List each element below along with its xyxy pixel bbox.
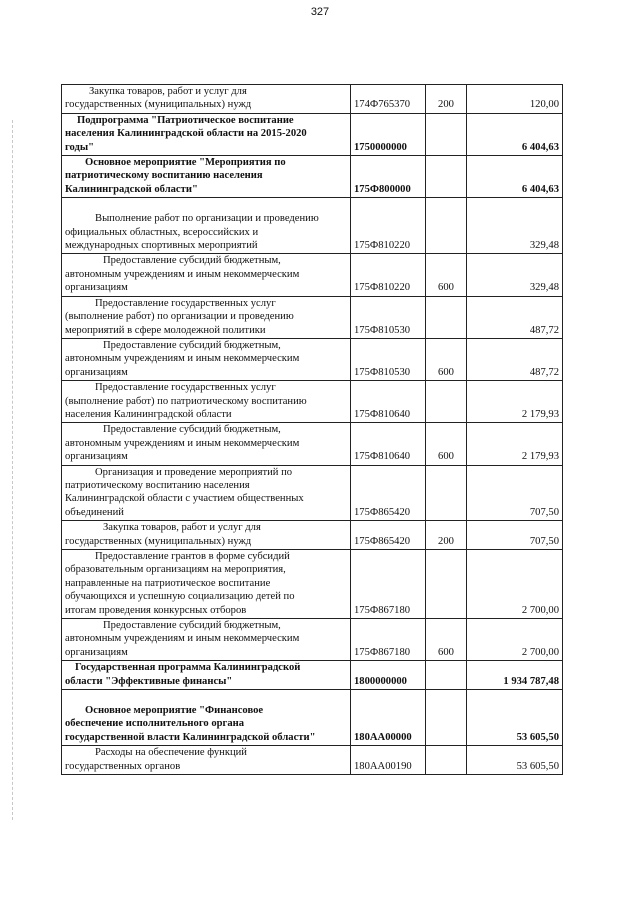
row-name: Предоставление государственных услуг (выполнение работ) по организации и проведению мероприятий в сфере молодежной политики xyxy=(65,297,294,336)
row-expense-type: 600 xyxy=(426,254,467,296)
row-name-cell xyxy=(62,198,351,254)
row-expense-type: 600 xyxy=(426,423,467,465)
scan-edge-mark xyxy=(12,120,14,820)
row-code: 175Ф865420 xyxy=(351,521,426,550)
row-code: 1800000000 xyxy=(351,661,426,690)
row-name-cell xyxy=(62,113,351,155)
row-code: 174Ф765370 xyxy=(351,85,426,114)
row-name: Основное мероприятие "Финансовое обеспечение исполнительного органа государственной власти Калининградской области" xyxy=(65,705,316,743)
table-row xyxy=(62,296,563,338)
row-expense-type: 200 xyxy=(426,85,467,114)
row-name: Организация и проведение мероприятий по патриотическому воспитанию населения Калининградской области с участием общественных объединений xyxy=(65,466,304,518)
row-sum: 707,50 xyxy=(467,465,563,521)
row-sum: 329,48 xyxy=(467,254,563,296)
row-sum: 487,72 xyxy=(467,338,563,380)
row-expense-type xyxy=(426,113,467,155)
row-expense-type xyxy=(426,296,467,338)
table-row xyxy=(62,198,563,254)
table-row xyxy=(62,156,563,198)
table-row xyxy=(62,550,563,619)
row-name: Подпрограмма "Патриотическое воспитание населения Калининградской области на 2015-2020 годы" xyxy=(65,114,307,153)
row-name: Закупка товаров, работ и услуг для государственных (муниципальных) нужд xyxy=(65,522,261,547)
row-sum: 2 700,00 xyxy=(467,550,563,619)
row-name-cell xyxy=(62,521,351,550)
row-sum: 2 179,93 xyxy=(467,423,563,465)
row-expense-type xyxy=(426,690,467,746)
row-sum: 53 605,50 xyxy=(467,746,563,775)
row-expense-type xyxy=(426,465,467,521)
row-name-cell xyxy=(62,156,351,198)
row-sum: 53 605,50 xyxy=(467,690,563,746)
budget-table xyxy=(61,84,563,775)
row-name: Предоставление субсидий бюджетным, автономным учреждениям и иным некоммерческим организациям xyxy=(65,424,300,463)
row-name-cell xyxy=(62,550,351,619)
row-name-cell xyxy=(62,254,351,296)
row-expense-type xyxy=(426,156,467,198)
row-code: 1750000000 xyxy=(351,113,426,155)
row-sum: 487,72 xyxy=(467,296,563,338)
row-code: 175Ф810220 xyxy=(351,198,426,254)
row-sum: 120,00 xyxy=(467,85,563,114)
row-name: Предоставление субсидий бюджетным, автономным учреждениям и иным некоммерческим организациям xyxy=(65,620,300,658)
row-name-cell xyxy=(62,746,351,775)
table-row xyxy=(62,619,563,661)
row-name-cell xyxy=(62,381,351,423)
table-row xyxy=(62,113,563,155)
row-sum: 6 404,63 xyxy=(467,113,563,155)
row-code: 180АА00190 xyxy=(351,746,426,775)
row-name: Закупка товаров, работ и услуг для государственных (муниципальных) нужд xyxy=(65,86,252,111)
page-number: 327 xyxy=(310,6,330,18)
budget-table-body xyxy=(62,85,563,775)
table-row xyxy=(62,338,563,380)
row-name: Предоставление грантов в форме субсидий образовательным организациям на мероприятия, направленные на патриотическое воспитание обучающихся и успешную социализацию детей по итогам проведения конкурсных отборов xyxy=(65,551,295,616)
table-row xyxy=(62,85,563,114)
row-name: Государственная программа Калининградской области "Эффективные финансы" xyxy=(65,662,301,687)
table-row xyxy=(62,746,563,775)
row-code: 175Ф810640 xyxy=(351,423,426,465)
row-name-cell xyxy=(62,423,351,465)
table-row xyxy=(62,423,563,465)
table-row xyxy=(62,661,563,690)
row-expense-type xyxy=(426,746,467,775)
row-name-cell xyxy=(62,661,351,690)
table-row xyxy=(62,521,563,550)
row-expense-type xyxy=(426,550,467,619)
row-expense-type: 600 xyxy=(426,619,467,661)
row-code: 175Ф865420 xyxy=(351,465,426,521)
row-expense-type xyxy=(426,198,467,254)
row-code: 180АА00000 xyxy=(351,690,426,746)
row-code: 175Ф810530 xyxy=(351,338,426,380)
row-name: Предоставление государственных услуг (выполнение работ) по патриотическому воспитанию населения Калининградской области xyxy=(65,382,307,420)
row-expense-type xyxy=(426,661,467,690)
row-code: 175Ф810220 xyxy=(351,254,426,296)
row-sum: 2 179,93 xyxy=(467,381,563,423)
row-name: Предоставление субсидий бюджетным, автономным учреждениям и иным некоммерческим организациям xyxy=(65,255,300,294)
table-row xyxy=(62,254,563,296)
row-name-cell xyxy=(62,85,351,114)
row-expense-type xyxy=(426,381,467,423)
row-name: Предоставление субсидий бюджетным, автономным учреждениям и иным некоммерческим организациям xyxy=(65,339,300,378)
row-sum: 707,50 xyxy=(467,521,563,550)
row-code: 175Ф800000 xyxy=(351,156,426,198)
table-row xyxy=(62,381,563,423)
row-code: 175Ф810640 xyxy=(351,381,426,423)
table-row xyxy=(62,690,563,746)
row-sum: 329,48 xyxy=(467,198,563,254)
row-sum: 1 934 787,48 xyxy=(467,661,563,690)
row-code: 175Ф867180 xyxy=(351,619,426,661)
row-expense-type: 200 xyxy=(426,521,467,550)
row-name-cell xyxy=(62,619,351,661)
row-code: 175Ф810530 xyxy=(351,296,426,338)
row-name: Основное мероприятие "Мероприятия по патриотическому воспитанию населения Калининградской области" xyxy=(65,157,286,195)
row-name-cell xyxy=(62,296,351,338)
row-name-cell xyxy=(62,690,351,746)
row-name: Выполнение работ по организации и проведению официальных областных, всероссийских и международных спортивных мероприятий xyxy=(65,213,319,252)
row-name: Расходы на обеспечение функций государственных органов xyxy=(65,747,247,772)
row-name-cell xyxy=(62,338,351,380)
row-sum: 2 700,00 xyxy=(467,619,563,661)
row-name-cell xyxy=(62,465,351,521)
row-sum: 6 404,63 xyxy=(467,156,563,198)
row-expense-type: 600 xyxy=(426,338,467,380)
row-code: 175Ф867180 xyxy=(351,550,426,619)
table-row xyxy=(62,465,563,521)
